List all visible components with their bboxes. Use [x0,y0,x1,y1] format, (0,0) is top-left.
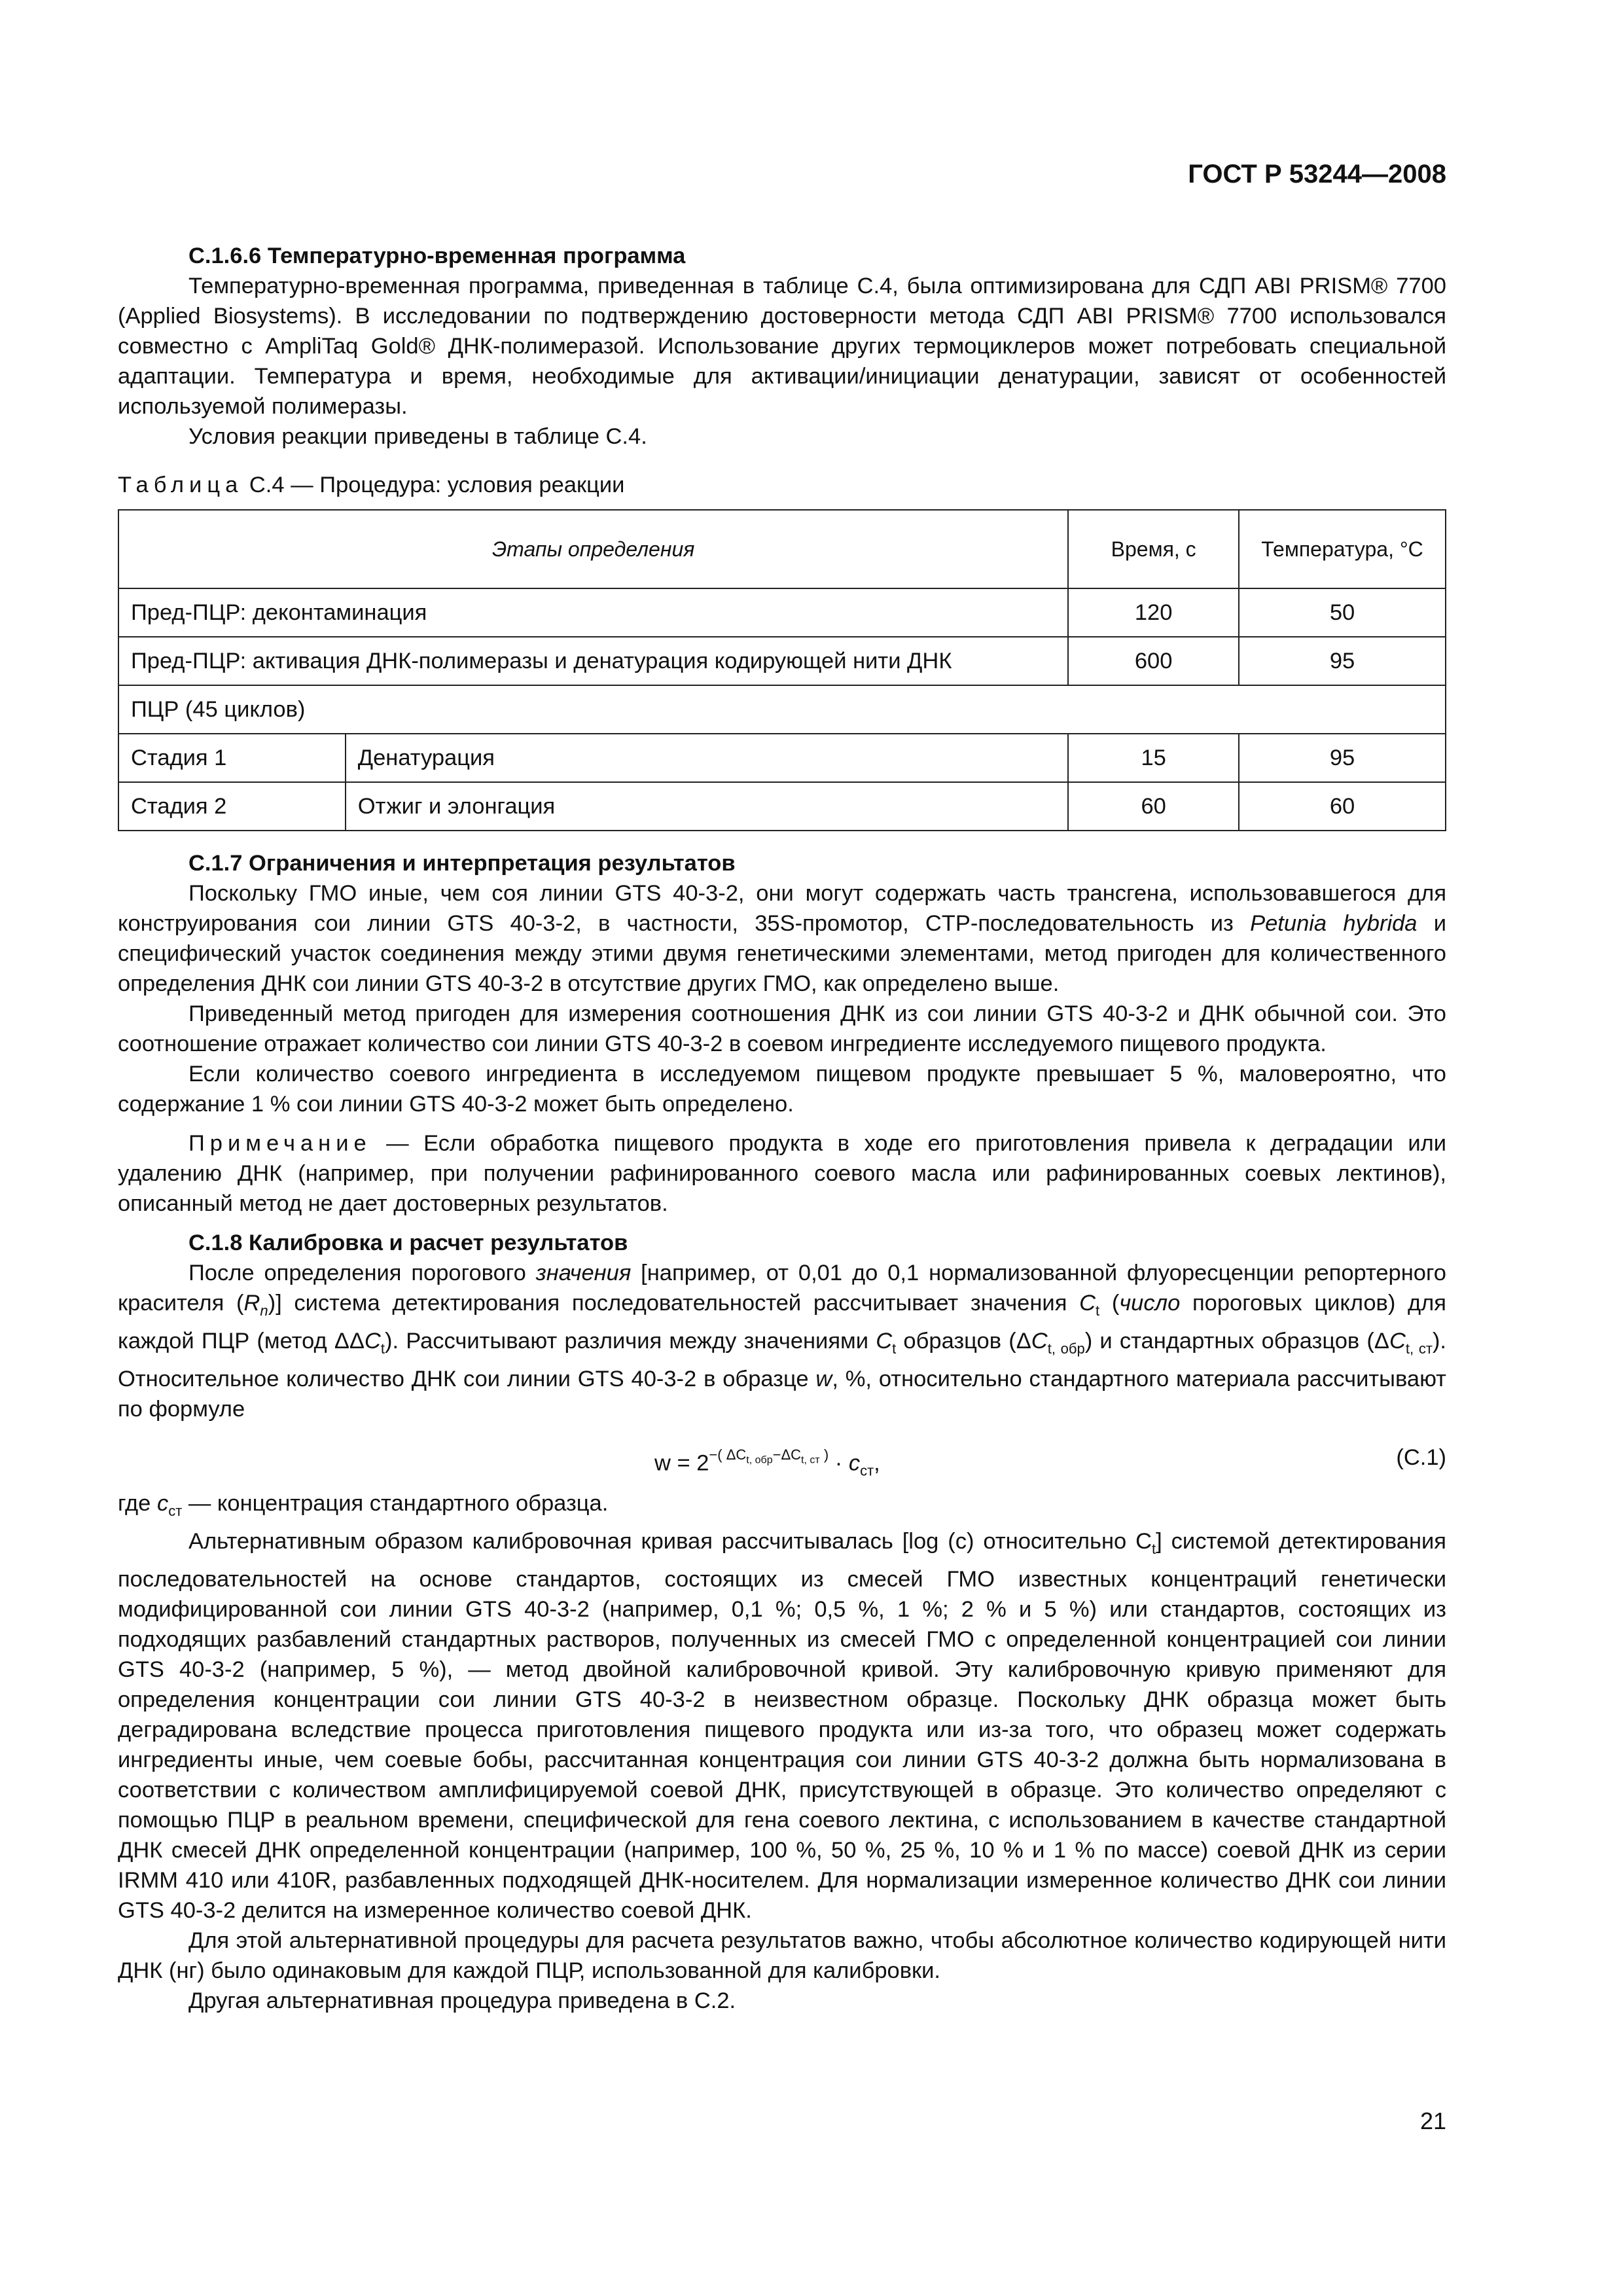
section-title-c18: С.1.8 Калибровка и расчет результатов [188,1230,628,1255]
table-cell: Отжиг и элонгация [346,782,1069,831]
table-cell: Стадия 1 [118,734,346,782]
table-cell: Пред-ПЦР: активация ДНК-полимеразы и денатурация кодирующей нити ДНК [118,637,1068,685]
table-cell: Стадия 2 [118,782,346,831]
table-row [118,685,1446,734]
table-row [118,637,1446,685]
paragraph: Температурно-временная программа, приведенная в таблице С.4, была оптимизирована для СДП ABI PRISM® 7700 (Applied Biosystems). В исследовании по подтверждению достоверности метода СДП ABI PRISM® 7700 использовался совместно с AmpliTaq Gold® ДНК-полимеразой. Использование других термоциклеров может потребовать специальной адаптации. Температура и время, необходимые для активации/инициации денатурации, зависят от особенностей используемой полимеразы. [118,274,1446,419]
formula-c1 [118,1435,1446,1480]
table-caption-word: Таблица [118,473,243,497]
reaction-conditions-table [118,509,1446,831]
paragraph: Если количество соевого ингредиента в исследуемом пищевом продукте превышает 5 %, маловероятно, что содержание 1 % сои линии GTS 40-3-2 может быть определено. [118,1062,1446,1117]
table-row [118,734,1446,782]
paragraph: Для этой альтернативной процедуры для расчета результатов важно, чтобы абсолютное количество кодирующей нити ДНК (нг) было одинаковым для каждой ПЦР, использованной для калибровки. [118,1928,1446,1983]
formula-where: где $c_{ст}$ — концентрация стандартного образца. [118,1490,609,1519]
table-cell: Пред-ПЦР: деконтаминация [118,588,1068,637]
table-cell: 15 [1068,734,1239,782]
header-stages: Этапы определения [118,510,1068,588]
paragraph: Другая альтернативная процедура приведена в С.2. [188,1988,736,2013]
section-title-c166: С.1.6.6 Температурно-временная программа [188,243,686,268]
table-cell: 60 [1239,782,1446,831]
section-title-c17: С.1.7 Ограничения и интерпретация результатов [188,851,736,876]
table-cell: 50 [1239,588,1446,637]
formula-number: (С.1) [1396,1444,1446,1470]
page-number: 21 [1419,2108,1446,2134]
document-body [118,241,1446,2016]
header-time: Время, с [1068,510,1239,588]
paragraph: Альтернативным образом калибровочная кривая рассчитывалась [log (с) относительно $C_t$] системой детектирования последовательностей на основе стандартов, состоящих из смесей ГМО известных концентраций генетически модифицированной сои линии GTS 40-3-2 (например, 0,1 %; 0,5 %, 1 %; 2 % и 5 %) или стандартов, состоящих из подходящих разбавлений стандартных растворов, полученных из смесей ГМО с определенной концентрацией сои линии GTS 40-3-2 (например, 5 %), — метод двойной калибровочной кривой. Эту калибровочную кривую применяют для определения концентрации сои линии GTS 40-3-2 в неизвестном образце. Поскольку ДНК образца может быть деградирована вследствие процесса приготовления пищевого продукта или из-за того, что образец может содержать ингредиенты иные, чем соевые бобы, рассчитанная концентрация сои линии GTS 40-3-2 должна быть нормализована в соответствии с количеством амплифицируемой соевой ДНК, присутствующей в образце. Это количество определяют с помощью ПЦР в реальном времени, специфической для гена соевого лектина, с использованием в качестве стандартной ДНК смесей ДНК определенной концентрации (например, 100 %, 50 %, 25 %, 10 % и 1 % по массе) соевой ДНК из серии IRMM 410 или 410R, разбавленных подходящей ДНК-носителем. Для нормализации измеренное количество ДНК сои линии GTS 40-3-2 делится на измеренное количество соевой ДНК. [118,1528,1446,1923]
paragraph: Поскольку ГМО иные, чем соя линии GTS 40-3-2, они могут содержать часть трансгена, использовавшегося для конструирования сои линии GTS 40-3-2, в частности, 35S-промотор, CTP-последовательность из Petunia hybrida и специфический участок соединения между этими двумя генетическими элементами, метод пригоден для количественного определения ДНК сои линии GTS 40-3-2 в отсутствие других ГМО, как определено выше. [118,881,1446,996]
table-cell: 600 [1068,637,1239,685]
paragraph: Приведенный метод пригоден для измерения соотношения ДНК из сои линии GTS 40-3-2 и ДНК обычной сои. Это соотношение отражает количество сои линии GTS 40-3-2 в соевом ингредиенте исследуемого пищевого продукта. [118,1001,1446,1056]
table-cell: 95 [1239,734,1446,782]
table-header-row [118,510,1446,588]
table-row [118,782,1446,831]
note: Примечание — Если обработка пищевого продукта в ходе его приготовления привела к деградации или удалению ДНК (например, при получении рафинированного соевого масла или рафинированных соевых лектинов), описанный метод не дает достоверных результатов. [118,1131,1446,1216]
table-cell: ПЦР (45 циклов) [118,685,1446,734]
table-cell: 120 [1068,588,1239,637]
formula-expression: $w = 2^{-( \Delta C_{t, обр}-\Delta C_{t, ст} )} \cdot c_{ст}$, [654,1446,880,1479]
paragraph: Условия реакции приведены в таблице С.4. [188,424,647,449]
table-cell: 60 [1068,782,1239,831]
table-cell: 95 [1239,637,1446,685]
table-row [118,588,1446,637]
note-label: Примечание [188,1131,372,1156]
header-temp: Температура, °С [1239,510,1446,588]
table-cell: Денатурация [346,734,1069,782]
standard-number: ГОСТ Р 53244—2008 [1188,160,1446,188]
table-caption [118,470,1446,500]
paragraph: После определения порогового значения [например, от 0,01 до 0,1 нормализованной флуоресценции репортерного красителя $(R_n)$] система детектирования последовательностей рассчитывает значения $C_t$ (число пороговых циклов) для каждой ПЦР (метод $\Delta\Delta C_t$). Рассчитывают различия между значениями $C_t$ образцов $(\Delta C_{t, обр})$ и стандартных образцов $(\Delta C_{t, ст})$. Относительное количество ДНК сои линии GTS 40-3-2 в образце w, %, относительно стандартного материала рассчитывают по формуле [118,1261,1446,1422]
table-caption-text: С.4 — Процедура: условия реакции [243,473,625,497]
